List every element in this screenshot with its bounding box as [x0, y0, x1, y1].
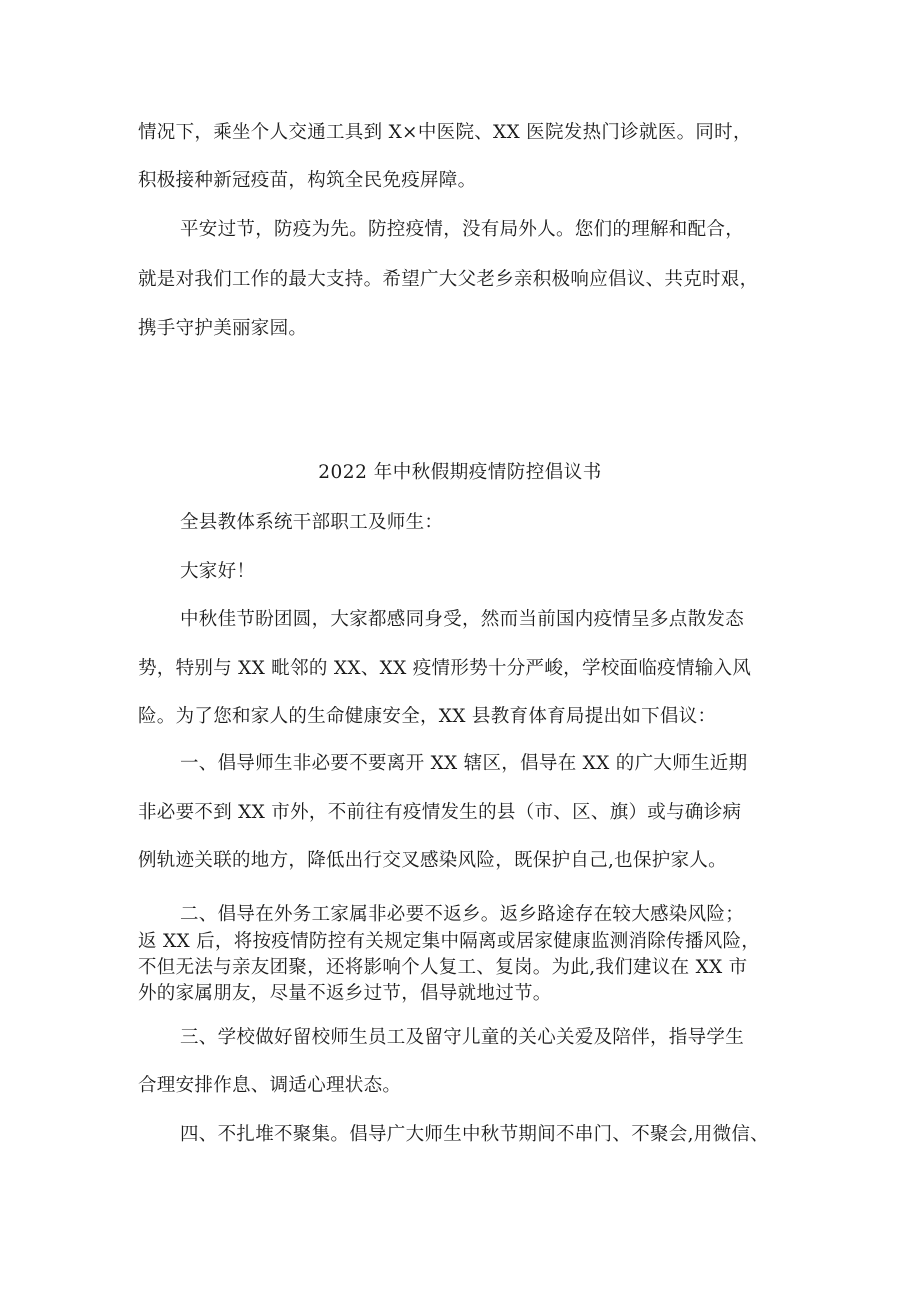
paragraph-line: 携手守护美丽家园。	[138, 318, 308, 339]
paragraph-line: 险。为了您和家人的生命健康安全，XX 县教育体育局提出如下倡议：	[138, 706, 717, 727]
paragraph-line: 外的家属朋友，尽量不返乡过节，倡导就地过节。	[138, 983, 552, 1004]
document-title: 2022 年中秋假期疫情防控倡议书	[318, 462, 602, 483]
paragraph-line: 中秋佳节盼团圆，大家都感同身受，然而当前国内疫情呈多点散发态	[180, 609, 745, 630]
paragraph-line: 非必要不到 XX 市外，不前往有疫情发生的县（市、区、旗）或与确诊病	[138, 802, 742, 823]
paragraph-line: 平安过节，防疫为先。防控疫情，没有局外人。您们的理解和配合，	[180, 219, 745, 240]
paragraph-line: 积极接种新冠疫苗，构筑全民免疫屏障。	[138, 170, 477, 191]
paragraph-line: 不但无法与亲友团聚，还将影响个人复工、复岗。为此,我们建议在 XX 市	[138, 957, 748, 978]
paragraph-line: 四、不扎堆不聚集。倡导广大师生中秋节期间不串门、不聚会,用微信、	[180, 1124, 769, 1145]
paragraph-line: 情况下，乘坐个人交通工具到 X×中医院、XX 医院发热门诊就医。同时，	[138, 122, 752, 143]
paragraph-line: 三、学校做好留校师生员工及留守儿童的关心关爱及陪伴，指导学生	[180, 1027, 745, 1048]
greeting: 大家好！	[180, 561, 256, 582]
paragraph-line: 例轨迹关联的地方，降低出行交叉感染风险，既保护自己,也保护家人。	[138, 850, 727, 871]
paragraph-line: 返 XX 后，将按疫情防控有关规定集中隔离或居家健康监测消除传播风险，	[138, 931, 761, 952]
salutation: 全县教体系统干部职工及师生：	[180, 512, 444, 533]
paragraph-line: 合理安排作息、调适心理状态。	[138, 1075, 402, 1096]
paragraph-line: 一、倡导师生非必要不要离开 XX 辖区，倡导在 XX 的广大师生近期	[180, 753, 748, 774]
paragraph-line: 就是对我们工作的最大支持。希望广大父老乡亲积极响应倡议、共克时艰，	[138, 269, 759, 290]
paragraph-line: 势，特别与 XX 毗邻的 XX、XX 疫情形势十分严峻，学校面临疫情输入风	[138, 658, 752, 679]
paragraph-line: 二、倡导在外务工家属非必要不返乡。返乡路途存在较大感染风险；	[180, 904, 745, 925]
